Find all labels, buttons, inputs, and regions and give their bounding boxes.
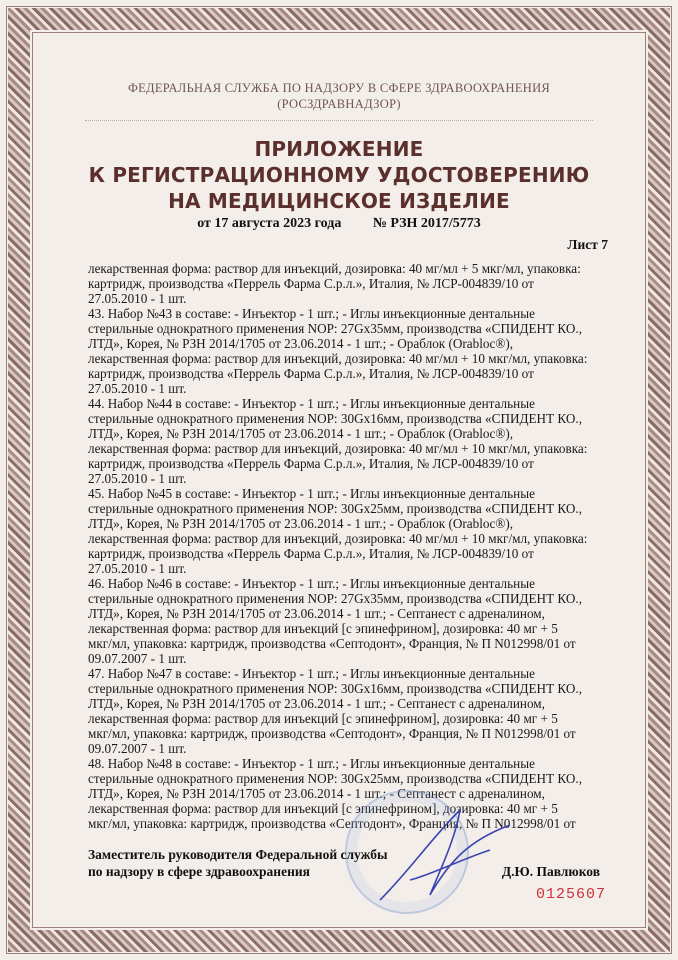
body-line: стерильные однократного применения NOP: 30Gx16мм, производства «СПИДЕНТ КО., [88, 681, 583, 696]
body-line: стерильные однократного применения NOP: 27Gx35мм, производства «СПИДЕНТ КО., [88, 321, 583, 336]
body-line: стерильные однократного применения NOP: 30Gx25мм, производства «СПИДЕНТ КО., [88, 501, 583, 516]
body-line: ЛТД», Корея, № РЗН 2014/1705 от 23.06.2014 - 1 шт.; - Септанест с адреналином, [88, 786, 545, 801]
body-line: 27.05.2010 - 1 шт. [88, 381, 187, 396]
body-line: ЛТД», Корея, № РЗН 2014/1705 от 23.06.2014 - 1 шт.; - Ораблок (Orabloc®), [88, 336, 514, 351]
title-line-1: ПРИЛОЖЕНИЕ [254, 137, 424, 161]
agency-abbrev: (РОСЗДРАВНАДЗОР) [277, 97, 401, 111]
registration-number: № РЗН 2017/5773 [372, 216, 481, 231]
body-line: ЛТД», Корея, № РЗН 2014/1705 от 23.06.2014 - 1 шт.; - Ораблок (Orabloc®), [88, 516, 514, 531]
body-line: 48. Набор №48 в составе: - Инъектор - 1 шт.; - Иглы инъекционные дентальные [88, 756, 535, 771]
title-line-3: НА МЕДИЦИНСКОЕ ИЗДЕЛИЕ [168, 189, 510, 213]
body-line: лекарственная форма: раствор для инъекций, дозировка: 40 мг/мл + 10 мкг/мл, упаковка: [88, 441, 588, 456]
signatory-name: Д.Ю. Павлюков [501, 864, 600, 879]
body-line: картридж, производства «Перрель Фарма С.р.л.», Италия, № ЛСР-004839/10 от [88, 456, 534, 471]
agency-name: ФЕДЕРАЛЬНАЯ СЛУЖБА ПО НАДЗОРУ В СФЕРЕ ЗДРАВООХРАНЕНИЯ [127, 81, 551, 95]
body-line: ЛТД», Корея, № РЗН 2014/1705 от 23.06.2014 - 1 шт.; - Ораблок (Orabloc®), [88, 426, 514, 441]
body-line: 45. Набор №45 в составе: - Инъектор - 1 шт.; - Иглы инъекционные дентальные [88, 486, 535, 501]
body-line: лекарственная форма: раствор для инъекций [с эпинефрином], дозировка: 40 мг + 5 [88, 621, 558, 636]
body-line: картридж, производства «Перрель Фарма С.р.л.», Италия, № ЛСР-004839/10 от [88, 276, 534, 291]
handwritten-signature [370, 800, 520, 910]
document-body [88, 261, 618, 831]
body-line: стерильные однократного применения NOP: 27Gx35мм, производства «СПИДЕНТ КО., [88, 591, 583, 606]
body-line: лекарственная форма: раствор для инъекций, дозировка: 40 мг/мл + 5 мкг/мл, упаковка: [88, 261, 581, 276]
sheet-number: Лист 7 [567, 237, 608, 252]
body-line: ЛТД», Корея, № РЗН 2014/1705 от 23.06.2014 - 1 шт.; - Септанест с адреналином, [88, 606, 545, 621]
body-line: 47. Набор №47 в составе: - Инъектор - 1 шт.; - Иглы инъекционные дентальные [88, 666, 535, 681]
body-line: 09.07.2007 - 1 шт. [88, 741, 187, 756]
body-line: картридж, производства «Перрель Фарма С.р.л.», Италия, № ЛСР-004839/10 от [88, 546, 534, 561]
body-line: мкг/мл, упаковка: картридж, производства «Септодонт», Франция, № П N012998/01 от [88, 816, 576, 831]
body-line: ЛТД», Корея, № РЗН 2014/1705 от 23.06.2014 - 1 шт.; - Септанест с адреналином, [88, 696, 545, 711]
body-line: 27.05.2010 - 1 шт. [88, 561, 187, 576]
body-line: 44. Набор №44 в составе: - Инъектор - 1 шт.; - Иглы инъекционные дентальные [88, 396, 535, 411]
body-line: 27.05.2010 - 1 шт. [88, 471, 187, 486]
body-line: 09.07.2007 - 1 шт. [88, 651, 187, 666]
serial-number: 0125607 [535, 886, 606, 903]
body-line: стерильные однократного применения NOP: 30Gx25мм, производства «СПИДЕНТ КО., [88, 771, 583, 786]
body-line: картридж, производства «Перрель Фарма С.р.л.», Италия, № ЛСР-004839/10 от [88, 366, 534, 381]
body-line: 27.05.2010 - 1 шт. [88, 291, 187, 306]
body-line: лекарственная форма: раствор для инъекций [с эпинефрином], дозировка: 40 мг + 5 [88, 711, 558, 726]
body-line: лекарственная форма: раствор для инъекций [с эпинефрином], дозировка: 40 мг + 5 [88, 801, 558, 816]
body-line: мкг/мл, упаковка: картридж, производства «Септодонт», Франция, № П N012998/01 от [88, 726, 576, 741]
body-line: 43. Набор №43 в составе: - Инъектор - 1 шт.; - Иглы инъекционные дентальные [88, 306, 535, 321]
position-line-2: по надзору в сфере здравоохранения [88, 864, 310, 879]
body-line: лекарственная форма: раствор для инъекций, дозировка: 40 мг/мл + 10 мкг/мл, упаковка: [88, 531, 588, 546]
signatory-position [88, 846, 388, 880]
body-line: лекарственная форма: раствор для инъекций, дозировка: 40 мг/мл + 10 мкг/мл, упаковка: [88, 351, 588, 366]
title-line-2: К РЕГИСТРАЦИОННОМУ УДОСТОВЕРЕНИЮ [88, 163, 590, 187]
position-line-1: Заместитель руководителя Федеральной службы [88, 847, 388, 862]
date-number-line [0, 216, 678, 232]
divider [85, 120, 593, 121]
issue-date: от 17 августа 2023 года [197, 216, 342, 231]
body-line: мкг/мл, упаковка: картридж, производства «Септодонт», Франция, № П N012998/01 от [88, 636, 576, 651]
body-line: 46. Набор №46 в составе: - Инъектор - 1 шт.; - Иглы инъекционные дентальные [88, 576, 535, 591]
body-line: стерильные однократного применения NOP: 30Gx16мм, производства «СПИДЕНТ КО., [88, 411, 583, 426]
